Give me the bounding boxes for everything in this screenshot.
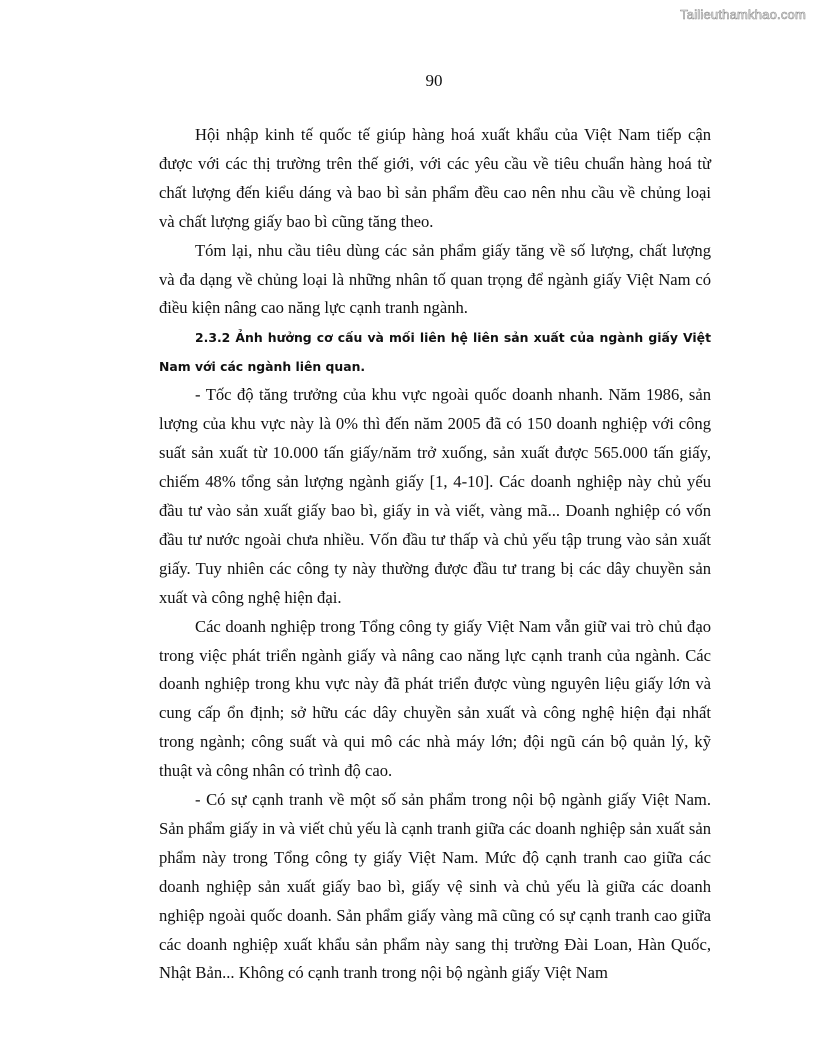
watermark: Tailieuthamkhao.com — [680, 7, 806, 22]
paragraph: - Có sự cạnh tranh về một số sản phẩm trong nội bộ ngành giấy Việt Nam. Sản phẩm giấy in và viết chủ yếu là cạnh tranh giữa các doanh nghiệp sản xuất sản phẩm này trong Tổng công ty giấy Việt Nam. Mức độ cạnh tranh cao giữa các doanh nghiệp sản xuất giấy bao bì, giấy vệ sinh và chủ yếu là giữa các doanh nghiệp ngoài quốc doanh. Sản phẩm giấy vàng mã cũng có sự cạnh tranh cao giữa các doanh nghiệp xuất khẩu sản phẩm này sang thị trường Đài Loan, Hàn Quốc, Nhật Bản... Không có cạnh tranh trong nội bộ ngành giấy Việt Nam — [159, 790, 711, 983]
paragraph: Hội nhập kinh tế quốc tế giúp hàng hoá xuất khẩu của Việt Nam tiếp cận được với các thị trường trên thế giới, với các yêu cầu về tiêu chuẩn hàng hoá từ chất lượng đến kiểu dáng và bao bì sản phẩm đều cao nên nhu cầu về chủng loại và chất lượng giấy bao bì cũng tăng theo. — [159, 125, 711, 231]
page-number: 90 — [425, 71, 443, 90]
document-body — [159, 121, 711, 988]
paragraph: Tóm lại, nhu cầu tiêu dùng các sản phẩm giấy tăng về số lượng, chất lượng và đa dạng về chủng loại là những nhân tố quan trọng để ngành giấy Việt Nam có điều kiện nâng cao năng lực cạnh tranh ngành. — [159, 240, 711, 318]
paragraph: Các doanh nghiệp trong Tổng công ty giấy Việt Nam vẫn giữ vai trò chủ đạo trong việc phát triển ngành giấy và nâng cao năng lực cạnh tranh của ngành. Các doanh nghiệp trong khu vực này đã phát triển được vùng nguyên liệu giấy lớn và cung cấp ổn định; sở hữu các dây chuyền sản xuất và công nghệ hiện đại nhất trong ngành; công suất và qui mô các nhà máy lớn; đội ngũ cán bộ quản lý, kỹ thuật và công nhân có trình độ cao. — [159, 616, 711, 781]
paragraph: - Tốc độ tăng trưởng của khu vực ngoài quốc doanh nhanh. Năm 1986, sản lượng của khu vực này là 0% thì đến năm 2005 đã có 150 doanh nghiệp với công suất sản xuất từ 10.000 tấn giấy/năm trở xuống, sản xuất được 565.000 tấn giấy, chiếm 48% tổng sản lượng ngành giấy [1, 4-10]. Các doanh nghiệp này chủ yếu đầu tư vào sản xuất giấy bao bì, giấy in và viết, vàng mã... Doanh nghiệp có vốn đầu tư nước ngoài chưa nhiều. Vốn đầu tư thấp và chủ yếu tập trung vào sản xuất giấy. Tuy nhiên các công ty này thường được đầu tư trang bị các dây chuyền sản xuất và công nghệ hiện đại. — [159, 385, 711, 607]
section-heading: 2.3.2 Ảnh hưởng cơ cấu và mối liên hệ liên sản xuất của ngành giấy Việt Nam với các ngành liên quan. — [159, 330, 711, 375]
